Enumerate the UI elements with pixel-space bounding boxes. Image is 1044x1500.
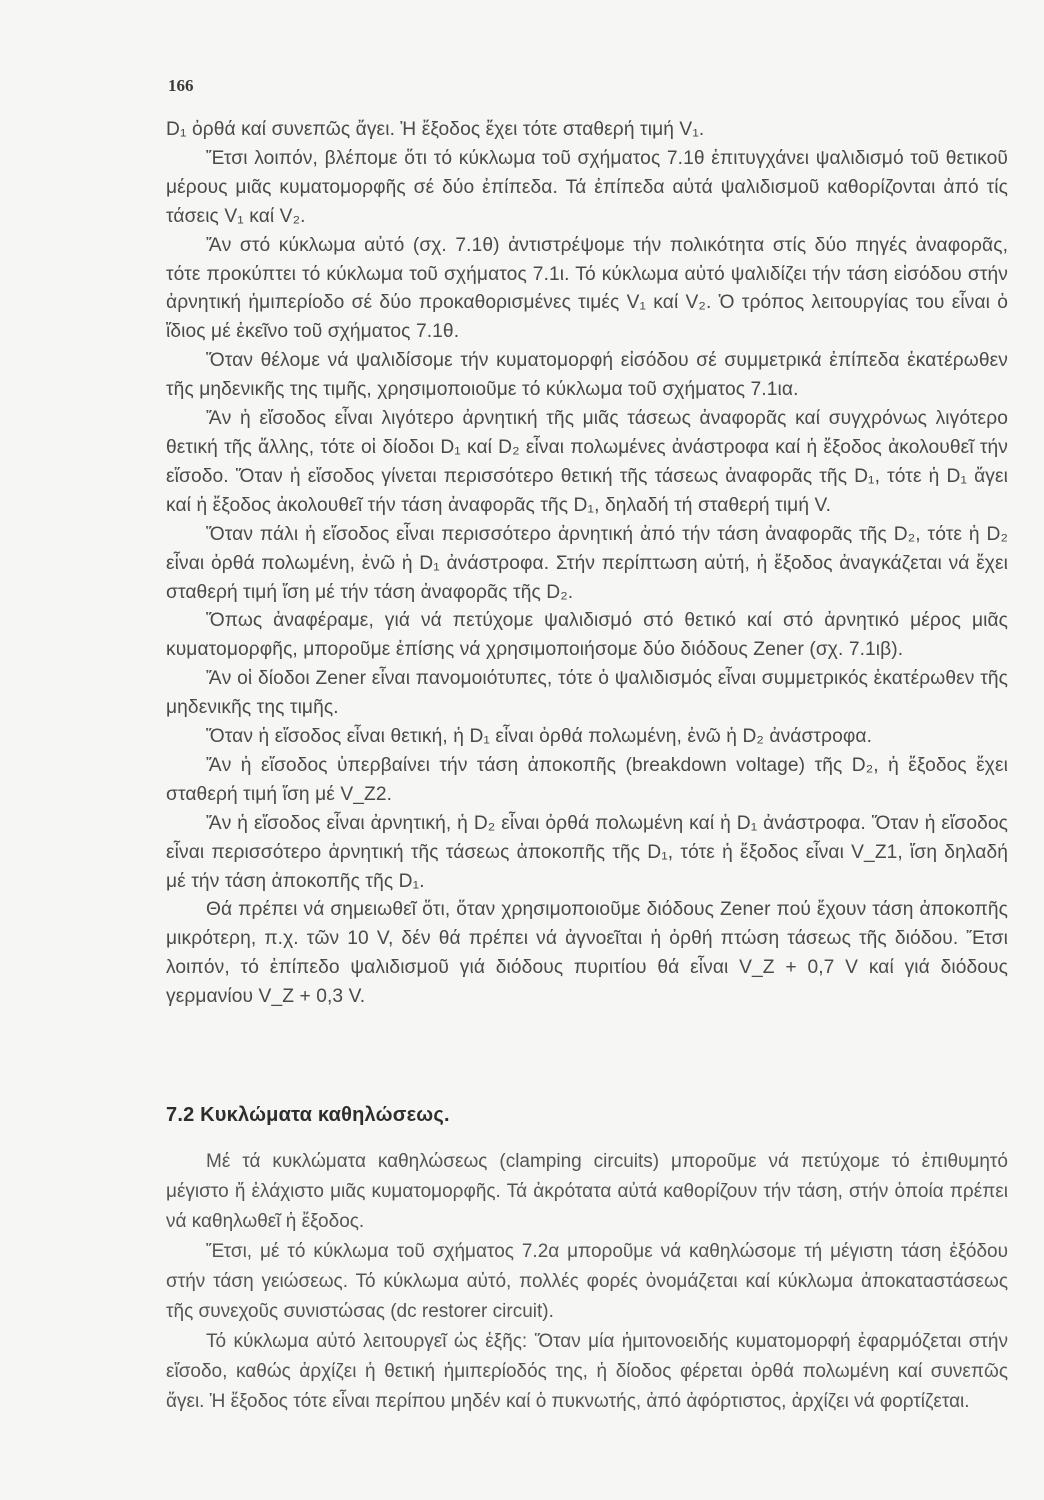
paragraph: Θά πρέπει νά σημειωθεῖ ὅτι, ὅταν χρησιμοποιοῦμε διόδους Zener πού ἔχουν τάση ἀποκοπῆς μικρότερη, π.χ. τῶν 10 V, δέν θά πρέπει νά ἀγνοεῖται ἡ ὀρθή πτώση τάσεως τῆς διόδου. Ἔτσι λοιπόν, τό ἐπίπεδο ψαλιδισμοῦ γιά διόδους πυριτίου θά εἶναι V_Z + 0,7 V καί γιά διόδους γερμανίου V_Z + 0,3 V. (166, 899, 1008, 1008)
paragraph: D₁ ὀρθά καί συνεπῶς ἄγει. Ἡ ἔξοδος ἔχει τότε σταθερή τιμή V₁. (166, 119, 705, 140)
paragraph: Ἄν ἡ εἴσοδος εἶναι λιγότερο ἀρνητική τῆς μιᾶς τάσεως ἀναφορᾶς καί συγχρόνως λιγότερο θετική τῆς ἄλλης, τότε οἱ δίοδοι D₁ καί D₂ εἶναι πολωμένες ἀνάστροφα καί ἡ ἔξοδος ἀκολουθεῖ τήν εἴσοδο. Ὅταν ἡ εἴσοδος γίνεται περισσότερο θετική τῆς τάσεως ἀναφορᾶς τῆς D₁, τότε ἡ D₁ ἄγει καί ἡ ἔξοδος ἀκολουθεῖ τήν τάση ἀναφορᾶς τῆς D₁, δηλαδή τή σταθερή τιμή V. (166, 408, 1008, 516)
body-text (166, 116, 1008, 1012)
section-paragraph: Ἔτσι, μέ τό κύκλωμα τοῦ σχήματος 7.2α μποροῦμε νά καθηλώσομε τή μέγιστη τάση ἐξόδου στήν τάση γειώσεως. Τό κύκλωμα αὐτό, πολλές φορές ὀνομάζεται καί κύκλωμα ἀποκαταστάσεως τῆς συνεχοῦς συνιστώσας (dc restorer circuit). (166, 1241, 1008, 1322)
paragraph: Ἄν οἱ δίοδοι Zener εἶναι πανομοιότυπες, τότε ὁ ψαλιδισμός εἶναι συμμετρικός ἑκατέρωθεν τῆς μηδενικῆς της τιμῆς. (166, 668, 1008, 719)
paragraph: Ἔτσι λοιπόν, βλέπομε ὅτι τό κύκλωμα τοῦ σχήματος 7.1θ ἐπιτυγχάνει ψαλιδισμό τοῦ θετικοῦ μέρους μιᾶς κυματομορφῆς σέ δύο ἐπίπεδα. Τά ἐπίπεδα αὐτά ψαλιδισμοῦ καθορίζονται ἀπό τίς τάσεις V₁ καί V₂. (166, 147, 1008, 227)
paragraph: Ἄν ἡ εἴσοδος εἶναι ἀρνητική, ἡ D₂ εἶναι ὀρθά πολωμένη καί ἡ D₁ ἀνάστροφα. Ὅταν ἡ εἴσοδος εἶναι περισσότερο ἀρνητική τῆς τάσεως ἀποκοπῆς τῆς D₁, τότε ἡ ἔξοδος εἶναι V_Z1, ἴση δηλαδή μέ τήν τάση ἀποκοπῆς τῆς D₁. (166, 812, 1008, 892)
paragraph: Ἄν στό κύκλωμα αὐτό (σχ. 7.1θ) ἀντιστρέψομε τήν πολικότητα στίς δύο πηγές ἀναφορᾶς, τότε προκύπτει τό κύκλωμα τοῦ σχήματος 7.1ι. Τό κύκλωμα αὐτό ψαλιδίζει τήν τάση εἰσόδου στήν ἀρνητική ἡμιπερίοδο σέ δύο προκαθορισμένες τιμές V₁ καί V₂. Ὁ τρόπος λειτουργίας του εἶναι ὁ ἴδιος μέ ἐκεῖνο τοῦ σχήματος 7.1θ. (166, 234, 1008, 343)
paragraph: Ὅταν ἡ εἴσοδος εἶναι θετική, ἡ D₁ εἶναι ὀρθά πολωμένη, ἐνῶ ἡ D₂ ἀνάστροφα. (206, 726, 873, 748)
section-paragraph: Τό κύκλωμα αὐτό λειτουργεῖ ὡς ἑξῆς: Ὅταν μία ἡμιτονοειδής κυματομορφή ἐφαρμόζεται στήν εἴσοδο, καθώς ἀρχίζει ἡ θετική ἡμιπερίοδός της, ἡ δίοδος φέρεται ὀρθά πολωμένη καί συνεπῶς ἄγει. Ἡ ἔξοδος τότε εἶναι περίπου μηδέν καί ὁ πυκνωτής, ἀπό ἀφόρτιστος, ἀρχίζει νά φορτίζεται. (166, 1331, 1008, 1412)
paragraph: Ὅταν θέλομε νά ψαλιδίσομε τήν κυματομορφή εἰσόδου σέ συμμετρικά ἐπίπεδα ἑκατέρωθεν τῆς μηδενικῆς της τιμῆς, χρησιμοποιοῦμε τό κύκλωμα τοῦ σχήματος 7.1ια. (166, 350, 1008, 401)
section-paragraph: Μέ τά κυκλώματα καθηλώσεως (clamping circuits) μποροῦμε νά πετύχομε τό ἐπιθυμητό μέγιστο ἤ ἐλάχιστο μιᾶς κυματομορφῆς. Τά ἀκρότατα αὐτά καθορίζουν τήν τάση, στήν ὁποία πρέπει νά καθηλωθεῖ ἡ ἔξοδος. (166, 1151, 1008, 1232)
page-number: 166 (168, 76, 194, 95)
section-7-2 (166, 1104, 1008, 1417)
paragraph: Ὅπως ἀναφέραμε, γιά νά πετύχομε ψαλιδισμό στό θετικό καί στό ἀρνητικό μέρος μιᾶς κυματομορφῆς, μποροῦμε ἐπίσης νά χρησιμοποιήσομε δύο διόδους Zener (σχ. 7.1ιβ). (166, 610, 1008, 661)
paragraph: Ἄν ἡ εἴσοδος ὑπερβαίνει τήν τάση ἀποκοπῆς (breakdown voltage) τῆς D₂, ἡ ἔξοδος ἔχει σταθερή τιμή ἴση μέ V_Z2. (166, 754, 1008, 805)
section-title: 7.2 Κυκλώματα καθηλώσεως. (166, 1104, 450, 1126)
paragraph: Ὅταν πάλι ἡ εἴσοδος εἶναι περισσότερο ἀρνητική ἀπό τήν τάση ἀναφορᾶς τῆς D₂, τότε ἡ D₂ εἶναι ὀρθά πολωμένη, ἐνῶ ἡ D₁ ἀνάστροφα. Στήν περίπτωση αὐτή, ἡ ἔξοδος ἀναγκάζεται νά ἔχει σταθερή τιμή ἴση μέ τήν τάση ἀναφορᾶς τῆς D₂. (166, 523, 1008, 603)
